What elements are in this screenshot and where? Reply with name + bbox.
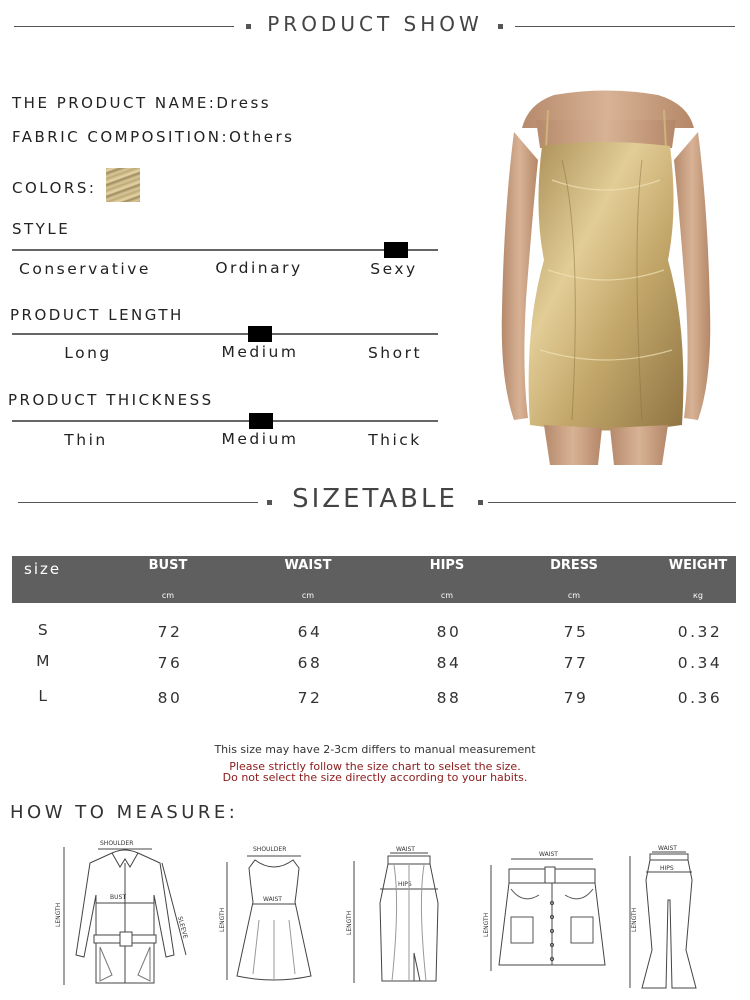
jacket-length-label: LENGTH <box>55 902 62 927</box>
style-scale-marker <box>384 242 408 258</box>
style-label-conservative: Conservative <box>19 260 151 278</box>
thickness-title: PRODUCT THICKNESS <box>8 391 214 409</box>
product-photo <box>492 90 720 465</box>
jacket-sleeve-label: SLEEVE <box>176 915 189 940</box>
product-name-row <box>12 94 271 112</box>
row-s-hips: 80 <box>436 623 462 641</box>
jacket-diagram <box>50 835 200 990</box>
skirt-hips-label: HIPS <box>398 881 412 888</box>
pants-hips-label: HIPS <box>660 865 674 872</box>
how-to-measure-title: HOW TO MEASURE: <box>10 802 239 823</box>
dress-length-label: LENGTH <box>219 907 226 932</box>
note-measurement: This size may have 2-3cm differs to manual measurement <box>214 743 536 756</box>
waist-column-header: WAIST <box>284 558 332 573</box>
row-m-dress: 77 <box>563 654 589 672</box>
skirt-length-label: LENGTH <box>346 910 353 935</box>
length-scale-marker <box>248 326 272 342</box>
denim-skirt-diagram <box>475 845 615 975</box>
row-s-size: S <box>37 621 51 639</box>
style-scale-line <box>12 249 438 251</box>
sizetable-title: SIZETABLE <box>292 484 458 514</box>
style-label-ordinary: Ordinary <box>215 259 303 277</box>
jacket-shoulder-label: SHOULDER <box>100 840 134 847</box>
row-s-waist: 64 <box>297 623 323 641</box>
length-label-short: Short <box>367 344 423 362</box>
row-l-dress: 79 <box>563 689 589 707</box>
product-name-label: THE PRODUCT NAME: <box>12 94 217 112</box>
row-s-bust: 72 <box>157 623 183 641</box>
length-label-medium: Medium <box>221 343 299 361</box>
row-m-bust: 76 <box>157 654 183 672</box>
thickness-label-medium: Medium <box>221 430 299 448</box>
row-l-hips: 88 <box>436 689 462 707</box>
row-m-waist: 68 <box>297 654 323 672</box>
length-label-long: Long <box>64 344 112 362</box>
bust-unit: cm <box>161 591 175 600</box>
waist-unit: cm <box>301 591 315 600</box>
length-title: PRODUCT LENGTH <box>10 306 184 324</box>
row-m-size: M <box>36 652 52 670</box>
hips-unit: cm <box>440 591 454 600</box>
fabric-label: FABRIC COMPOSITION: <box>12 128 230 146</box>
dress-diagram <box>215 840 315 985</box>
product-show-header <box>0 12 750 42</box>
size-table-header <box>12 556 736 603</box>
thickness-scale-line <box>12 420 438 422</box>
fabric-value: Others <box>229 128 295 146</box>
jacket-bust-label: BUST <box>110 894 126 901</box>
hips-column-header: HIPS <box>429 558 465 573</box>
skirt-waist-label: WAIST <box>396 846 415 853</box>
pants-length-label: LENGTH <box>631 907 638 932</box>
pants-waist-label: WAIST <box>658 845 677 852</box>
weight-unit: кg <box>693 591 703 600</box>
dress-waist-label: WAIST <box>263 896 282 903</box>
sizetable-header <box>0 484 750 514</box>
row-l-waist: 72 <box>297 689 323 707</box>
product-name-value: Dress <box>216 94 272 112</box>
product-show-title: PRODUCT SHOW <box>267 12 483 36</box>
length-scale-line <box>12 333 438 335</box>
dress-shoulder-label: SHOULDER <box>253 846 287 853</box>
dress-unit: cm <box>567 591 581 600</box>
row-s-dress: 75 <box>563 623 589 641</box>
bust-column-header: BUST <box>148 558 188 573</box>
row-l-size: L <box>38 687 50 705</box>
fabric-row <box>12 128 294 146</box>
size-column-header: size <box>24 560 62 578</box>
row-s-weight: 0.32 <box>677 623 723 641</box>
thickness-label-thin: Thin <box>64 431 108 449</box>
pants-diagram <box>620 840 710 995</box>
style-title: STYLE <box>12 220 71 238</box>
row-m-weight: 0.34 <box>677 654 723 672</box>
denim-waist-label: WAIST <box>539 851 558 858</box>
thickness-scale-marker <box>249 413 273 429</box>
color-swatch-gold[interactable] <box>106 168 140 202</box>
skirt-diagram <box>340 843 450 988</box>
row-l-bust: 80 <box>157 689 183 707</box>
weight-column-header: WEIGHT <box>668 558 728 573</box>
colors-label: COLORS: <box>12 179 97 197</box>
thickness-label-thick: Thick <box>368 431 422 449</box>
row-l-weight: 0.36 <box>677 689 723 707</box>
note-warning-1: Please strictly follow the size chart to selset the size. <box>229 760 521 773</box>
row-m-hips: 84 <box>436 654 462 672</box>
style-label-sexy: Sexy <box>370 260 418 278</box>
dress-column-header: DRESS <box>550 558 598 573</box>
denim-length-label: LENGTH <box>483 912 490 937</box>
note-warning-2: Do not select the size directly according to your habits. <box>222 771 528 784</box>
